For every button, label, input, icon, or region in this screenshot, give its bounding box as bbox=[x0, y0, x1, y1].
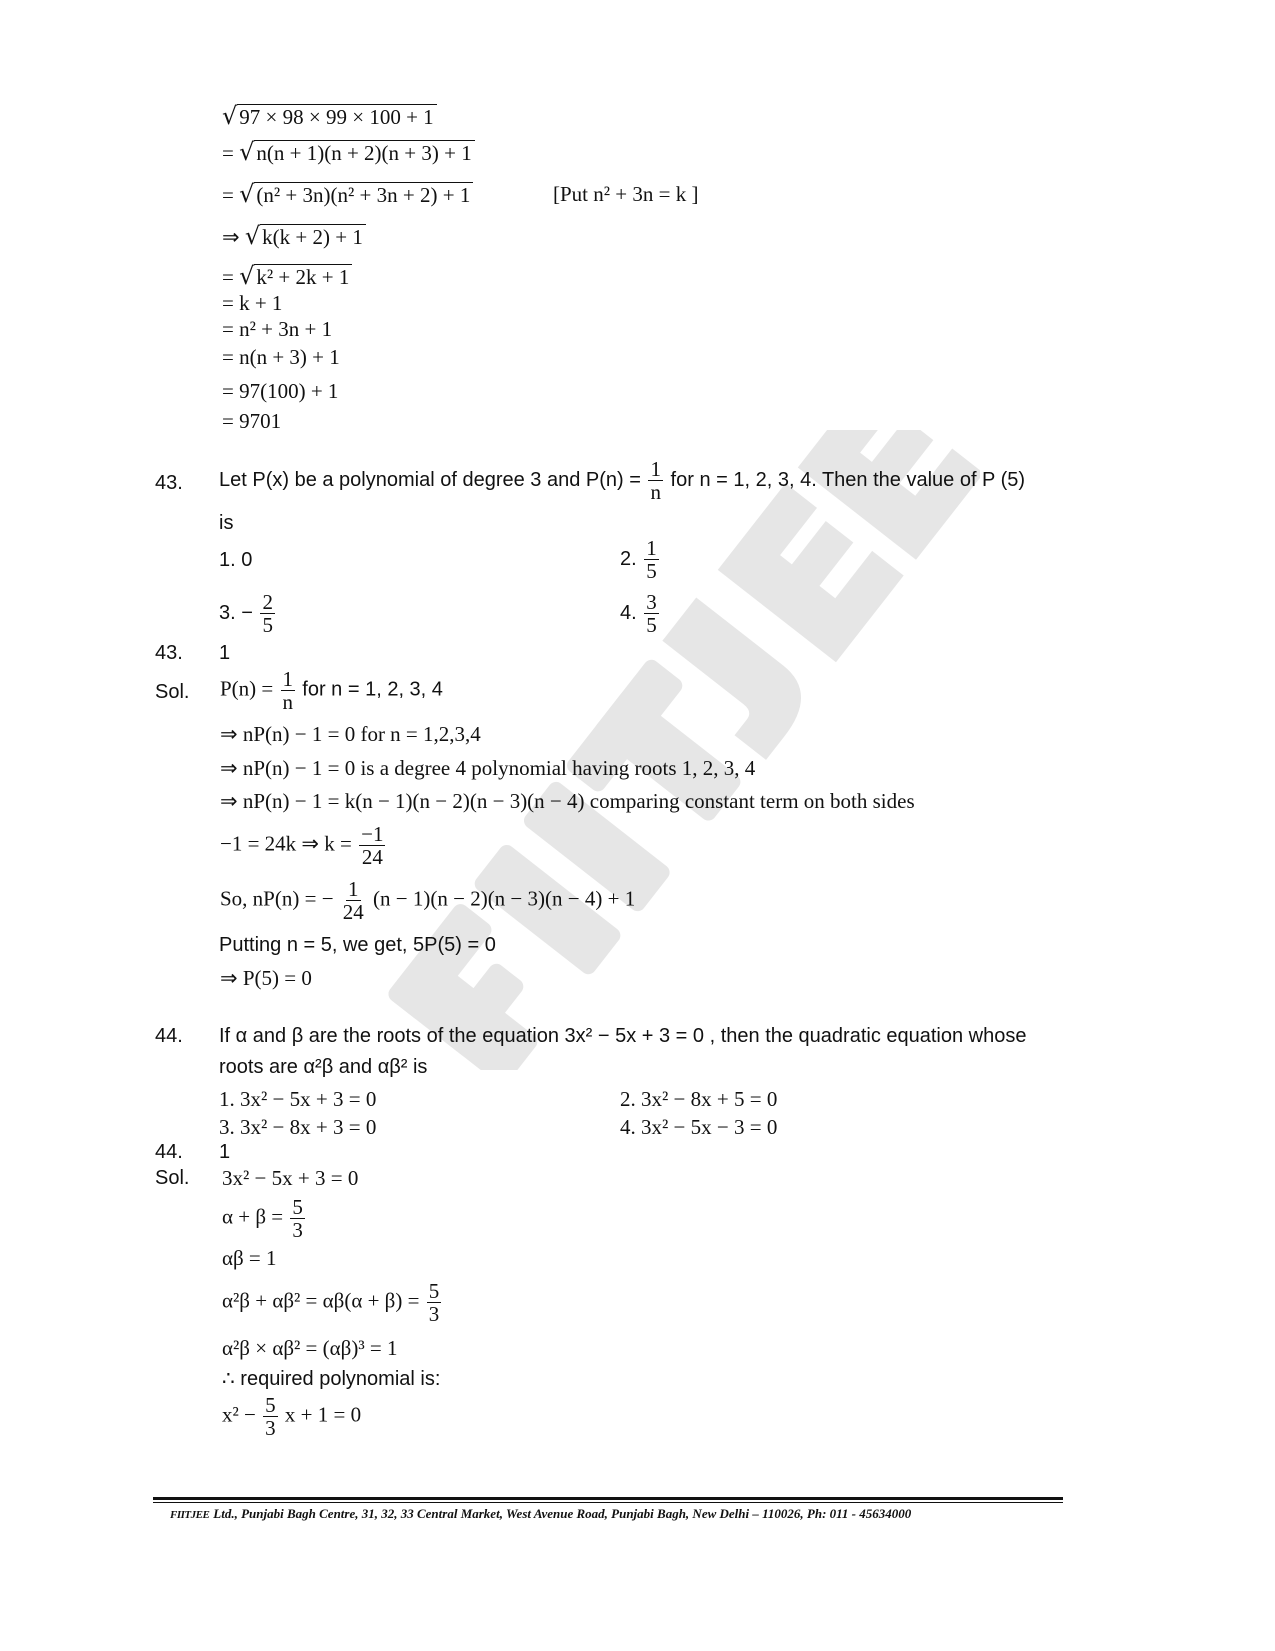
option-43-2: 2. $\frac{1}{5}$ bbox=[620, 536, 657, 583]
derivation-line-7: = n² + 3n + 1 bbox=[222, 317, 333, 341]
derivation-line-4: ⇒ √k(k + 2) + 1 bbox=[222, 224, 366, 249]
solution-44-line-4: α²β + αβ² = αβ(α + β) = $\frac{5}{3}$ bbox=[222, 1279, 440, 1326]
derivation-line-1: √97 × 98 × 99 × 100 + 1 bbox=[222, 104, 437, 129]
derivation-line-2: = √n(n + 1)(n + 2)(n + 3) + 1 bbox=[222, 140, 475, 165]
solution-44-line-6: ∴ required polynomial is: bbox=[222, 1368, 441, 1390]
footer-rule-thin bbox=[153, 1502, 1063, 1503]
footer-rule-thick bbox=[153, 1497, 1063, 1500]
option-43-1: 1. 0 bbox=[219, 549, 253, 571]
derivation-line-8: = n(n + 3) + 1 bbox=[222, 345, 340, 369]
footer bbox=[170, 1506, 911, 1522]
footer-logo: FIITJEE bbox=[170, 1509, 210, 1521]
solution-44-line-3: αβ = 1 bbox=[222, 1246, 277, 1270]
solution-43-line-5: −1 = 24k ⇒ k = $\frac{-1}{24}$ bbox=[220, 822, 384, 869]
option-43-4: 4. $\frac{3}{5}$ bbox=[620, 590, 657, 637]
answer-44: 1 bbox=[219, 1141, 231, 1163]
fraction: $\frac{1}{n}$ bbox=[650, 457, 661, 504]
footer-address: Ltd., Punjabi Bagh Centre, 31, 32, 33 Central Market, West Avenue Road, Punjabi Bagh, New Delhi – 110026, Ph: 011 - 45634000 bbox=[213, 1506, 912, 1521]
solution-43-line-3: ⇒ nP(n) − 1 = 0 is a degree 4 polynomial having roots 1, 2, 3, 4 bbox=[220, 756, 756, 780]
question-43-text-cont: is bbox=[219, 512, 234, 534]
solution-44-line-2: α + β = $\frac{5}{3}$ bbox=[222, 1195, 303, 1242]
solution-43-line-1: P(n) = $\frac{1}{n}$ for n = 1, 2, 3, 4 bbox=[220, 667, 443, 714]
solution-43-line-6: So, nP(n) = − $\frac{1}{24}$ (n − 1)(n − 2)(n − 3)(n − 4) + 1 bbox=[220, 877, 636, 924]
substitution-note: [Put n² + 3n = k ] bbox=[553, 182, 699, 206]
fiitjee-watermark bbox=[260, 430, 980, 1070]
question-number-43: 43. bbox=[155, 472, 183, 494]
answer-number-43: 43. bbox=[155, 642, 183, 664]
option-44-1: 1. 3x² − 5x + 3 = 0 bbox=[219, 1087, 377, 1111]
option-44-4: 4. 3x² − 5x − 3 = 0 bbox=[620, 1115, 778, 1139]
solution-43-line-8: ⇒ P(5) = 0 bbox=[220, 966, 312, 990]
option-44-3: 3. 3x² − 8x + 3 = 0 bbox=[219, 1115, 377, 1139]
solution-label-43: Sol. bbox=[155, 681, 190, 703]
derivation-line-10: = 9701 bbox=[222, 409, 282, 433]
solution-label-44: Sol. bbox=[155, 1167, 190, 1189]
solution-43-line-7: Putting n = 5, we get, 5P(5) = 0 bbox=[219, 934, 496, 956]
derivation-line-9: = 97(100) + 1 bbox=[222, 379, 339, 403]
solution-44-line-1: 3x² − 5x + 3 = 0 bbox=[222, 1166, 359, 1190]
derivation-line-5: = √k² + 2k + 1 bbox=[222, 264, 352, 289]
derivation-line-3: = √(n² + 3n)(n² + 3n + 2) + 1 bbox=[222, 182, 473, 207]
solution-43-line-2: ⇒ nP(n) − 1 = 0 for n = 1,2,3,4 bbox=[220, 722, 481, 746]
answer-43: 1 bbox=[219, 642, 231, 664]
question-44-text: If α and β are the roots of the equation 3x² − 5x + 3 = 0 , then the quadratic equation whose bbox=[219, 1025, 1027, 1047]
answer-number-44: 44. bbox=[155, 1141, 183, 1163]
question-44-text-cont: roots are α²β and αβ² is bbox=[219, 1056, 428, 1078]
derivation-line-6: = k + 1 bbox=[222, 291, 283, 315]
solution-44-line-5: α²β × αβ² = (αβ)³ = 1 bbox=[222, 1336, 398, 1360]
option-43-3: 3. − $\frac{2}{5}$ bbox=[219, 590, 273, 637]
question-43-text: Let P(x) be a polynomial of degree 3 and P(n) = $\frac{1}{n}$ for n = 1, 2, 3, 4. Then the value of P (5) bbox=[219, 457, 1026, 504]
question-number-44: 44. bbox=[155, 1025, 183, 1047]
option-44-2: 2. 3x² − 8x + 5 = 0 bbox=[620, 1087, 778, 1111]
solution-43-line-4: ⇒ nP(n) − 1 = k(n − 1)(n − 2)(n − 3)(n − 4) comparing constant term on both sides bbox=[220, 789, 915, 813]
solution-44-line-7: x² − $\frac{5}{3}$ x + 1 = 0 bbox=[222, 1393, 362, 1440]
